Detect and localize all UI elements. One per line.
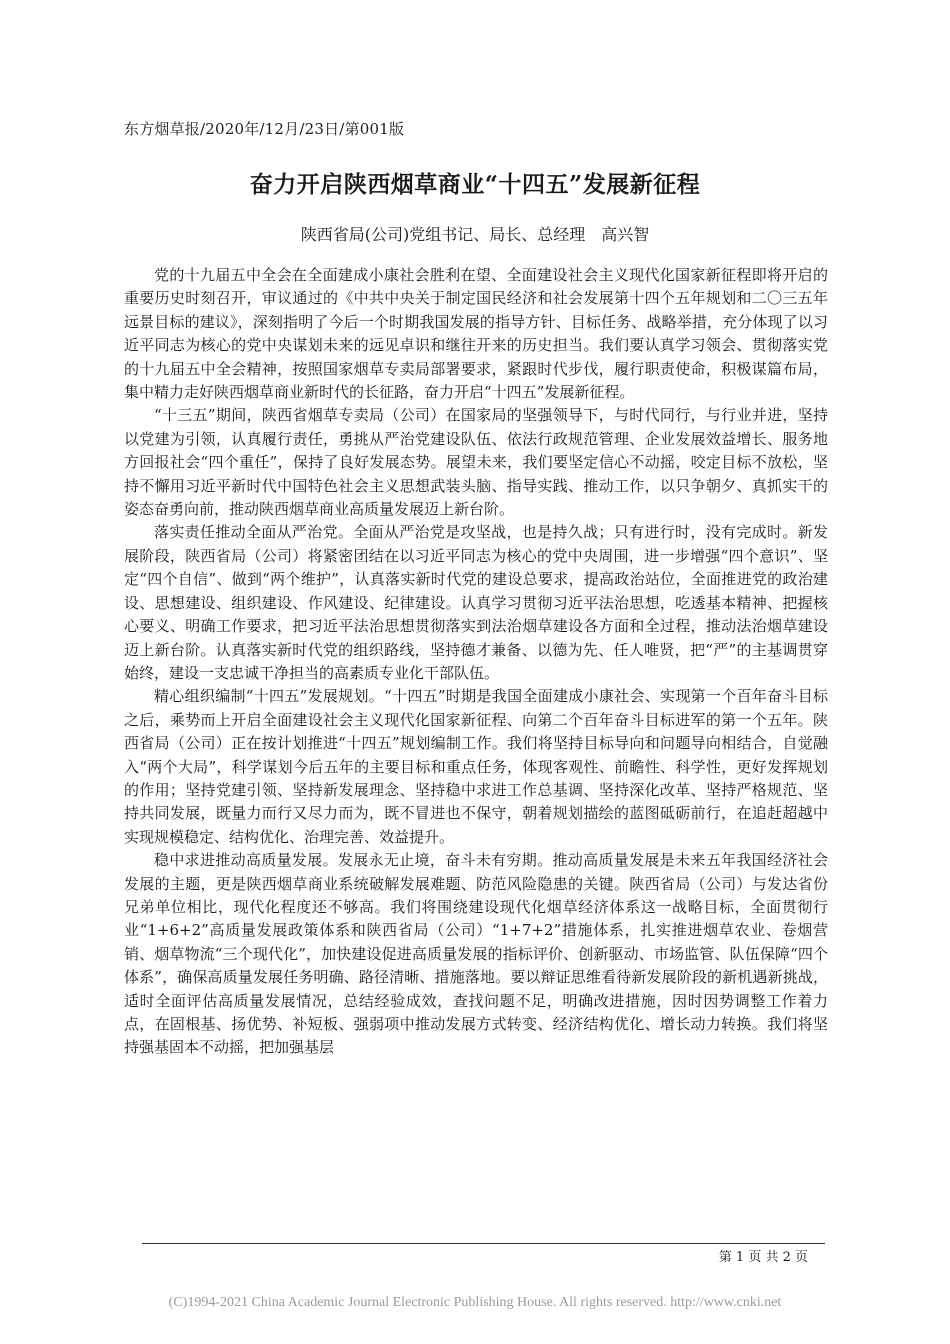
article-body (124, 264, 828, 1060)
paragraph: 稳中求进推动高质量发展。发展永无止境，奋斗未有穷期。推动高质量发展是未来五年我国经济社会发展的主题，更是陕西烟草商业系统破解发展难题、防范风险隐患的关键。陕西省局（公司）与发达省份兄弟单位相比，现代化程度还不够高。我们将围绕建设现代化烟草经济体系这一战略目标，全面贯彻行业“1+6+2”高质量发展政策体系和陕西省局（公司）“1+7+2”措施体系，扎实推进烟草农业、卷烟营销、烟草物流“三个现代化”，加快建设促进高质量发展的指标评价、创新驱动、市场监管、队伍保障“四个体系”，确保高质量发展任务明确、路径清晰、措施落地。要以辩证思维看待新发展阶段的新机遇新挑战，适时全面评估高质量发展情况，总结经验成效，查找问题不足，明确改进措施，因时因势调整工作着力点，在固根基、扬优势、补短板、强弱项中推动发展方式转变、经济结构优化、增长动力转换。我们将坚持强基固本不动摇，把加强基层 (124, 851, 828, 1057)
copyright-footer: (C)1994-2021 China Academic Journal Electronic Publishing House. All rights reserved. http://www.cnki.net (168, 1295, 782, 1310)
source-line: 东方烟草报/2020年/12月/23日/第001版 (124, 120, 405, 138)
article-title: 奋力开启陕西烟草商业“十四五”发展新征程 (249, 171, 701, 198)
paragraph: “十三五”期间，陕西省烟草专卖局（公司）在国家局的坚强领导下，与时代同行，与行业并进，坚持以党建为引领，认真履行责任，勇挑从严治党建设队伍、依法行政规范管理、企业发展效益增长、服务地方回报社会“四个重任”，保持了良好发展态势。展望未来，我们要坚定信心不动摇，咬定目标不放松，坚持不懈用习近平新时代中国特色社会主义思想武装头脑、指导实践、推动工作，以只争朝夕、真抓实干的姿态奋勇向前，推动陕西烟草商业高质量发展迈上新台阶。 (124, 406, 828, 519)
paragraph: 精心组织编制“十四五”发展规划。“十四五”时期是我国全面建成小康社会、实现第一个百年奋斗目标之后，乘势而上开启全面建设社会主义现代化国家新征程、向第二个百年奋斗目标进军的第一个五年。陕西省局（公司）正在按计划推进“十四五”规划编制工作。我们将坚持目标导向和问题导向相结合，自觉融入“两个大局”，科学谋划今后五年的主要目标和重点任务，体现客观性、前瞻性、科学性，更好发挥规划的作用；坚持党建引领、坚持新发展理念、坚持稳中求进工作总基调、坚持深化改革、坚持严格规范、坚持共同发展，既量力而行又尽力而为，既不冒进也不保守，朝着规划描绘的蓝图砥砺前行，在追赶超越中实现规模稳定、结构优化、治理完善、效益提升。 (124, 687, 828, 846)
paragraph: 党的十九届五中全会在全面建成小康社会胜利在望、全面建设社会主义现代化国家新征程即将开启的重要历史时刻召开，审议通过的《中共中央关于制定国民经济和社会发展第十四个五年规划和二〇三五年远景目标的建议》，深刻指明了今后一个时期我国发展的指导方针、目标任务、战略举措，充分体现了以习近平同志为核心的党中央谋划未来的远见卓识和继往开来的历史担当。我们要认真学习领会、贯彻落实党的十九届五中全会精神，按照国家烟草专卖局部署要求，紧跟时代步伐，履行职责使命，积极谋篇布局，集中精力走好陕西烟草商业新时代的长征路，奋力开启“十四五”发展新征程。 (124, 266, 828, 402)
paragraph: 落实责任推动全面从严治党。全面从严治党是攻坚战，也是持久战；只有进行时，没有完成时。新发展阶段，陕西省局（公司）将紧密团结在以习近平同志为核心的党中央周围，进一步增强“四个意识”、坚定“四个自信”、做到“两个维护”，认真落实新时代党的建设总要求，提高政治站位，全面推进党的政治建设、思想建设、组织建设、作风建设、纪律建设。认真学习贯彻习近平法治思想，吃透基本精神、把握核心要义、明确工作要求，把习近平法治思想贯彻落实到法治烟草建设各方面和全过程，推动法治烟草建设迈上新台阶。认真落实新时代党的组织路线，坚持德才兼备、以德为先、任人唯贤，把“严”的主基调贯穿始终，建设一支忠诚干净担当的高素质专业化干部队伍。 (124, 523, 828, 682)
author-byline: 陕西省局(公司)党组书记、局长、总经理 高兴智 (300, 225, 650, 244)
page-number: 第 1 页 共 2 页 (718, 1250, 808, 1265)
footer-divider (142, 1243, 825, 1244)
